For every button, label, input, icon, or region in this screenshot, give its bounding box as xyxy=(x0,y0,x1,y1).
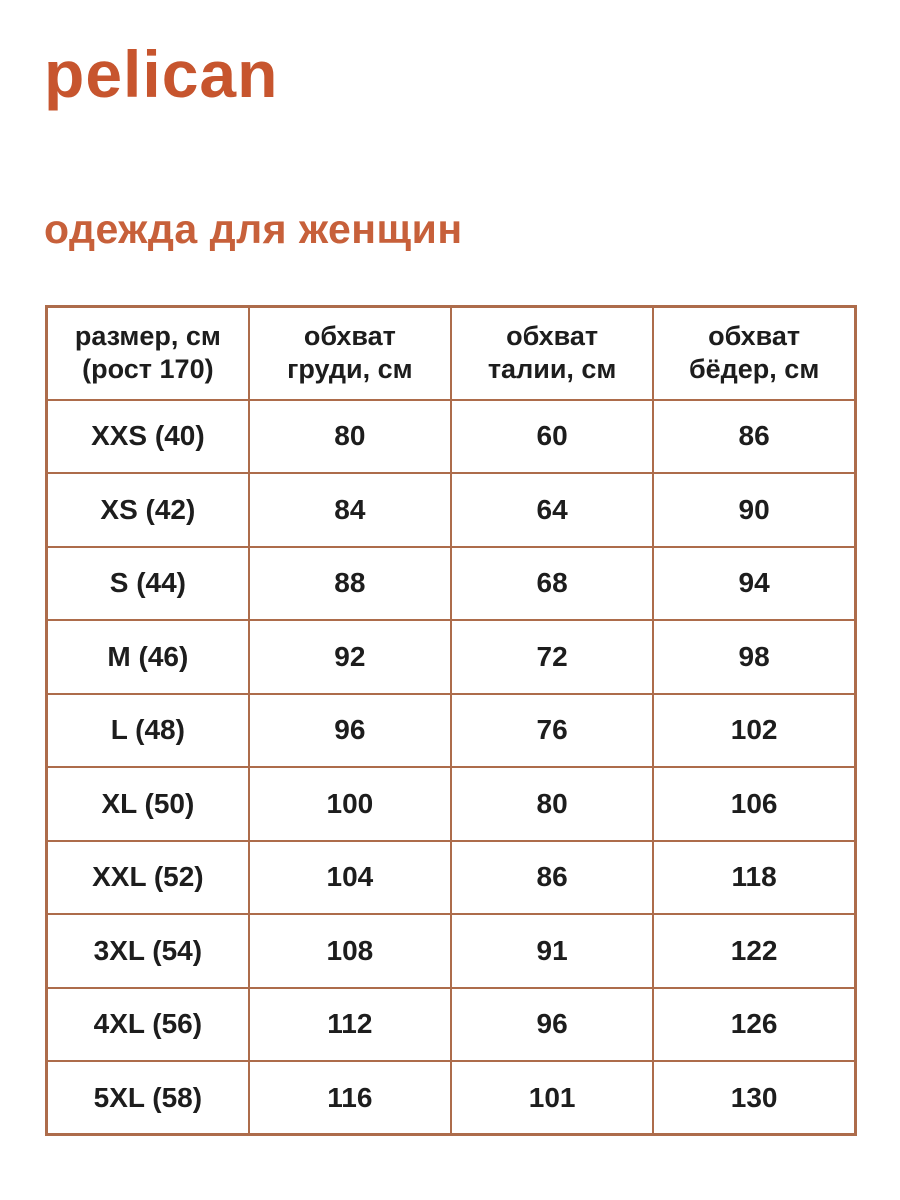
table-row xyxy=(47,841,856,915)
size-label-cell: 3XL (54) xyxy=(47,914,249,988)
measurement-cell: 92 xyxy=(249,620,451,694)
column-header-line: (рост 170) xyxy=(82,354,214,385)
size-table xyxy=(45,305,857,1136)
column-header-line: груди, см xyxy=(287,354,413,385)
measurement-cell: 76 xyxy=(451,694,653,768)
table-row xyxy=(47,400,856,474)
measurement-cell: 101 xyxy=(451,1061,653,1135)
table-row xyxy=(47,473,856,547)
size-label-cell: XS (42) xyxy=(47,473,249,547)
column-header xyxy=(47,307,249,400)
measurement-cell: 122 xyxy=(653,914,855,988)
measurement-cell: 102 xyxy=(653,694,855,768)
measurement-cell: 60 xyxy=(451,400,653,474)
table-row xyxy=(47,988,856,1062)
column-header-line: талии, см xyxy=(487,354,617,385)
size-label-cell: S (44) xyxy=(47,547,249,621)
column-header-line: обхват xyxy=(506,321,599,352)
measurement-cell: 108 xyxy=(249,914,451,988)
table-row xyxy=(47,694,856,768)
column-header xyxy=(249,307,451,400)
measurement-cell: 88 xyxy=(249,547,451,621)
size-label-cell: 4XL (56) xyxy=(47,988,249,1062)
column-header-line: бёдер, см xyxy=(688,354,820,385)
measurement-cell: 96 xyxy=(249,694,451,768)
measurement-cell: 98 xyxy=(653,620,855,694)
measurement-cell: 116 xyxy=(249,1061,451,1135)
measurement-cell: 72 xyxy=(451,620,653,694)
pelican-logo: pelican xyxy=(44,37,279,111)
measurement-cell: 86 xyxy=(653,400,855,474)
column-header-line: размер, см xyxy=(74,321,221,352)
measurement-cell: 126 xyxy=(653,988,855,1062)
measurement-cell: 80 xyxy=(451,767,653,841)
size-label-cell: XL (50) xyxy=(47,767,249,841)
size-label-cell: XXL (52) xyxy=(47,841,249,915)
table-row xyxy=(47,620,856,694)
size-label-cell: XXS (40) xyxy=(47,400,249,474)
measurement-cell: 112 xyxy=(249,988,451,1062)
measurement-cell: 100 xyxy=(249,767,451,841)
measurement-cell: 64 xyxy=(451,473,653,547)
size-label-cell: L (48) xyxy=(47,694,249,768)
measurement-cell: 106 xyxy=(653,767,855,841)
measurement-cell: 130 xyxy=(653,1061,855,1135)
table-row xyxy=(47,547,856,621)
table-row xyxy=(47,767,856,841)
measurement-cell: 80 xyxy=(249,400,451,474)
measurement-cell: 84 xyxy=(249,473,451,547)
measurement-cell: 96 xyxy=(451,988,653,1062)
column-header xyxy=(653,307,855,400)
size-label-cell: M (46) xyxy=(47,620,249,694)
table-row xyxy=(47,1061,856,1135)
column-header xyxy=(451,307,653,400)
measurement-cell: 86 xyxy=(451,841,653,915)
column-header-line: обхват xyxy=(303,321,396,352)
measurement-cell: 91 xyxy=(451,914,653,988)
measurement-cell: 118 xyxy=(653,841,855,915)
header-row xyxy=(47,307,856,400)
table-body xyxy=(47,400,856,1135)
page-title: одежда для женщин xyxy=(44,206,463,252)
table-row xyxy=(47,914,856,988)
column-header-line: обхват xyxy=(708,321,801,352)
measurement-cell: 68 xyxy=(451,547,653,621)
measurement-cell: 90 xyxy=(653,473,855,547)
size-label-cell: 5XL (58) xyxy=(47,1061,249,1135)
measurement-cell: 94 xyxy=(653,547,855,621)
measurement-cell: 104 xyxy=(249,841,451,915)
